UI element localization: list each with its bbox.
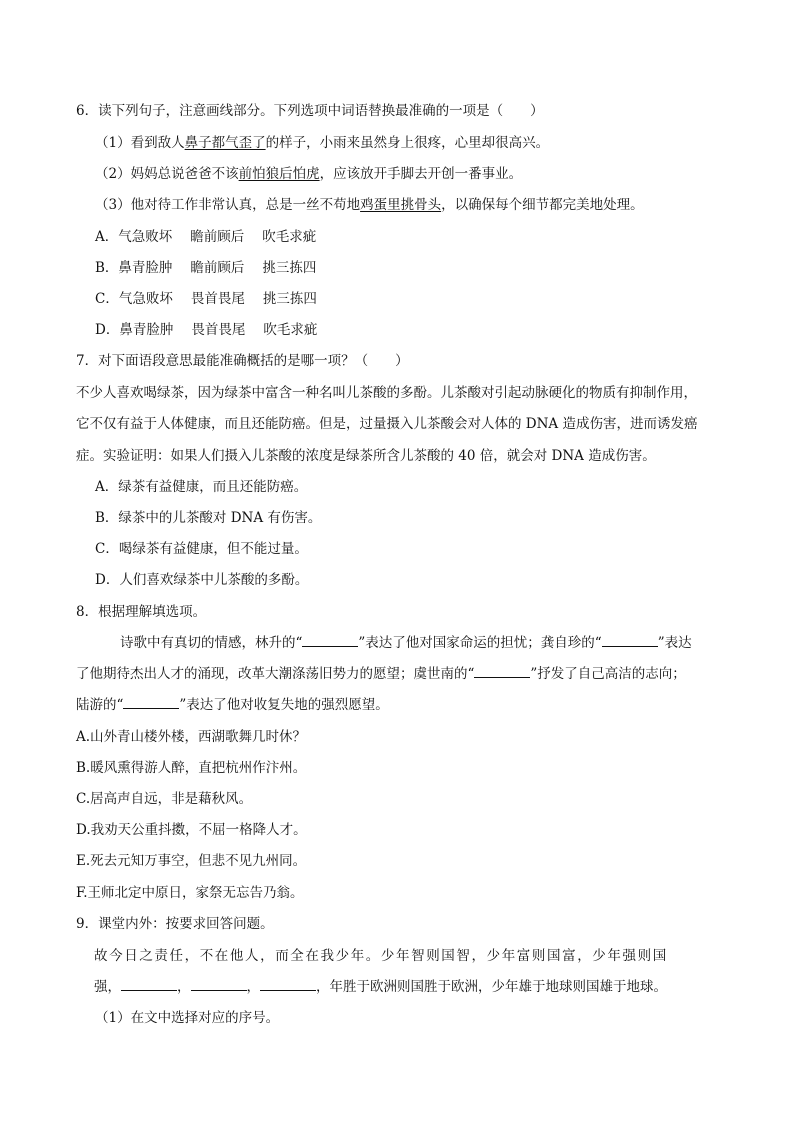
q6-stem: 6．读下列句子，注意画线部分。下列选项中词语替换最准确的一项是（ ） xyxy=(76,103,544,119)
q6-s2-pre: （2）妈妈总说爸爸不该 xyxy=(95,166,239,182)
q9-passage-line-2 xyxy=(94,977,667,997)
q6-option-b[interactable] xyxy=(95,258,316,278)
q6-s3-underlined: 鸡蛋里挑骨头 xyxy=(360,197,442,213)
q8-text: ”抒发了自己高洁的志向； xyxy=(530,666,686,682)
fill-blank[interactable] xyxy=(302,633,358,647)
q8-text: ”表达了他对国家命运的担忧；龚自珍的“ xyxy=(358,635,602,651)
q8-option-f[interactable]: F.王师北定中原日，家祭无忘告乃翁。 xyxy=(76,885,304,901)
option-word: 气急败坏 xyxy=(118,291,173,307)
option-word: 畏首畏尾 xyxy=(191,322,246,338)
q8-text: 陆游的“ xyxy=(76,697,124,713)
q6-sentence-3 xyxy=(95,195,644,215)
fill-blank[interactable] xyxy=(191,977,247,991)
option-label: C． xyxy=(95,291,119,307)
option-label: D． xyxy=(95,322,120,338)
option-word: 瞻前顾后 xyxy=(190,260,245,276)
q9-text: ，年胜于欧洲则国胜于欧洲，少年雄于地球则国雄于地球。 xyxy=(316,979,667,995)
q8-text: 诗歌中有真切的情感，林升的“ xyxy=(120,635,303,651)
q8-option-c[interactable]: C.居高声自远，非是藉秋风。 xyxy=(76,791,253,807)
q6-option-a[interactable] xyxy=(95,227,316,247)
fill-blank[interactable] xyxy=(121,977,177,991)
fill-blank[interactable] xyxy=(123,695,179,709)
option-word: 畏首畏尾 xyxy=(190,291,245,307)
option-label: B． xyxy=(95,260,119,276)
q7-paragraph-line: 不少人喜欢喝绿茶，因为绿茶中富含一种名叫儿茶酸的多酚。儿茶酸对引起动脉硬化的物质有抑制作用， xyxy=(76,385,697,401)
q7-paragraph-line: 症。实验证明：如果人们摄入儿茶酸的浓度是绿茶所含儿茶酸的 40 倍，就会对 DNA 造成伤害。 xyxy=(76,448,656,464)
option-word: 吹毛求疵 xyxy=(263,322,318,338)
option-label: A． xyxy=(95,229,119,245)
q9-passage-line-1: 故今日之责任，不在他人，而全在我少年。少年智则国智，少年富则国富，少年强则国 xyxy=(94,948,668,964)
q8-option-b[interactable]: B.暖风熏得游人醉，直把杭州作汴州。 xyxy=(76,760,307,776)
q6-s2-post: ，应该放开手脚去开创一番事业。 xyxy=(319,166,523,182)
option-word: 吹毛求疵 xyxy=(262,229,317,245)
option-word: 挑三拣四 xyxy=(262,291,317,307)
option-word: 瞻前顾后 xyxy=(190,229,245,245)
q8-option-d[interactable]: D.我劝天公重抖擞，不屈一格降人才。 xyxy=(76,822,307,838)
q9-text: ， xyxy=(246,979,260,995)
q8-paragraph-line-1 xyxy=(120,633,692,653)
q6-s1-pre: （1）看到敌人 xyxy=(95,135,185,151)
option-word: 鼻青脸肿 xyxy=(118,260,173,276)
option-word: 挑三拣四 xyxy=(262,260,317,276)
q6-s2-underlined: 前怕狼后怕虎 xyxy=(238,166,320,182)
q6-sentence-2 xyxy=(95,164,522,184)
q8-paragraph-line-3 xyxy=(76,695,389,715)
q8-paragraph-line-2 xyxy=(76,664,686,684)
q9-text: 强， xyxy=(94,979,121,995)
q6-s1-post: 的样子，小雨来虽然身上很疼，心里却很高兴。 xyxy=(265,135,550,151)
q9-text: ， xyxy=(177,979,191,995)
q8-text: ”表达了他对收复失地的强烈愿望。 xyxy=(179,697,389,713)
q6-s1-underlined: 鼻子都气歪了 xyxy=(184,135,266,151)
fill-blank[interactable] xyxy=(602,633,658,647)
q8-text: 了他期待杰出人才的涌现，改革大潮涤荡旧势力的愿望；虞世南的“ xyxy=(76,666,475,682)
q6-s3-post: ，以确保每个细节都完美地处理。 xyxy=(441,197,644,213)
q7-option-b[interactable]: B．绿茶中的儿茶酸对 DNA 有伤害。 xyxy=(95,510,322,526)
q6-option-d[interactable] xyxy=(95,320,317,340)
q7-option-c[interactable]: C．喝绿茶有益健康，但不能过量。 xyxy=(95,541,308,557)
fill-blank[interactable] xyxy=(260,977,316,991)
q7-option-a[interactable]: A．绿茶有益健康，而且还能防癌。 xyxy=(95,479,308,495)
q9-sub-question-1: （1）在文中选择对应的序号。 xyxy=(95,1010,280,1026)
q7-paragraph-line: 它不仅有益于人体健康，而且还能防癌。但是，过量摄入儿茶酸会对人体的 DNA 造成伤害，进而诱发癌 xyxy=(76,416,698,432)
q8-option-a[interactable]: A.山外青山楼外楼，西湖歌舞几时休？ xyxy=(76,729,307,745)
q8-option-e[interactable]: E.死去元知万事空，但悲不见九州同。 xyxy=(76,853,307,869)
q6-sentence-1 xyxy=(95,133,549,153)
option-word: 鼻青脸肿 xyxy=(119,322,174,338)
q7-stem: 7．对下面语段意思最能准确概括的是哪一项？（ ） xyxy=(76,353,409,369)
q6-option-c[interactable] xyxy=(95,289,317,309)
option-word: 气急败坏 xyxy=(118,229,173,245)
q6-s3-pre: （3）他对待工作非常认真，总是一丝不苟地 xyxy=(95,197,361,213)
q7-option-d[interactable]: D．人们喜欢绿茶中儿茶酸的多酚。 xyxy=(95,572,309,588)
q8-text: ”表达 xyxy=(657,635,692,651)
q8-stem: 8．根据理解填选项。 xyxy=(76,604,207,620)
q9-stem: 9．课堂内外：按要求回答问题。 xyxy=(76,916,274,932)
fill-blank[interactable] xyxy=(474,664,530,678)
